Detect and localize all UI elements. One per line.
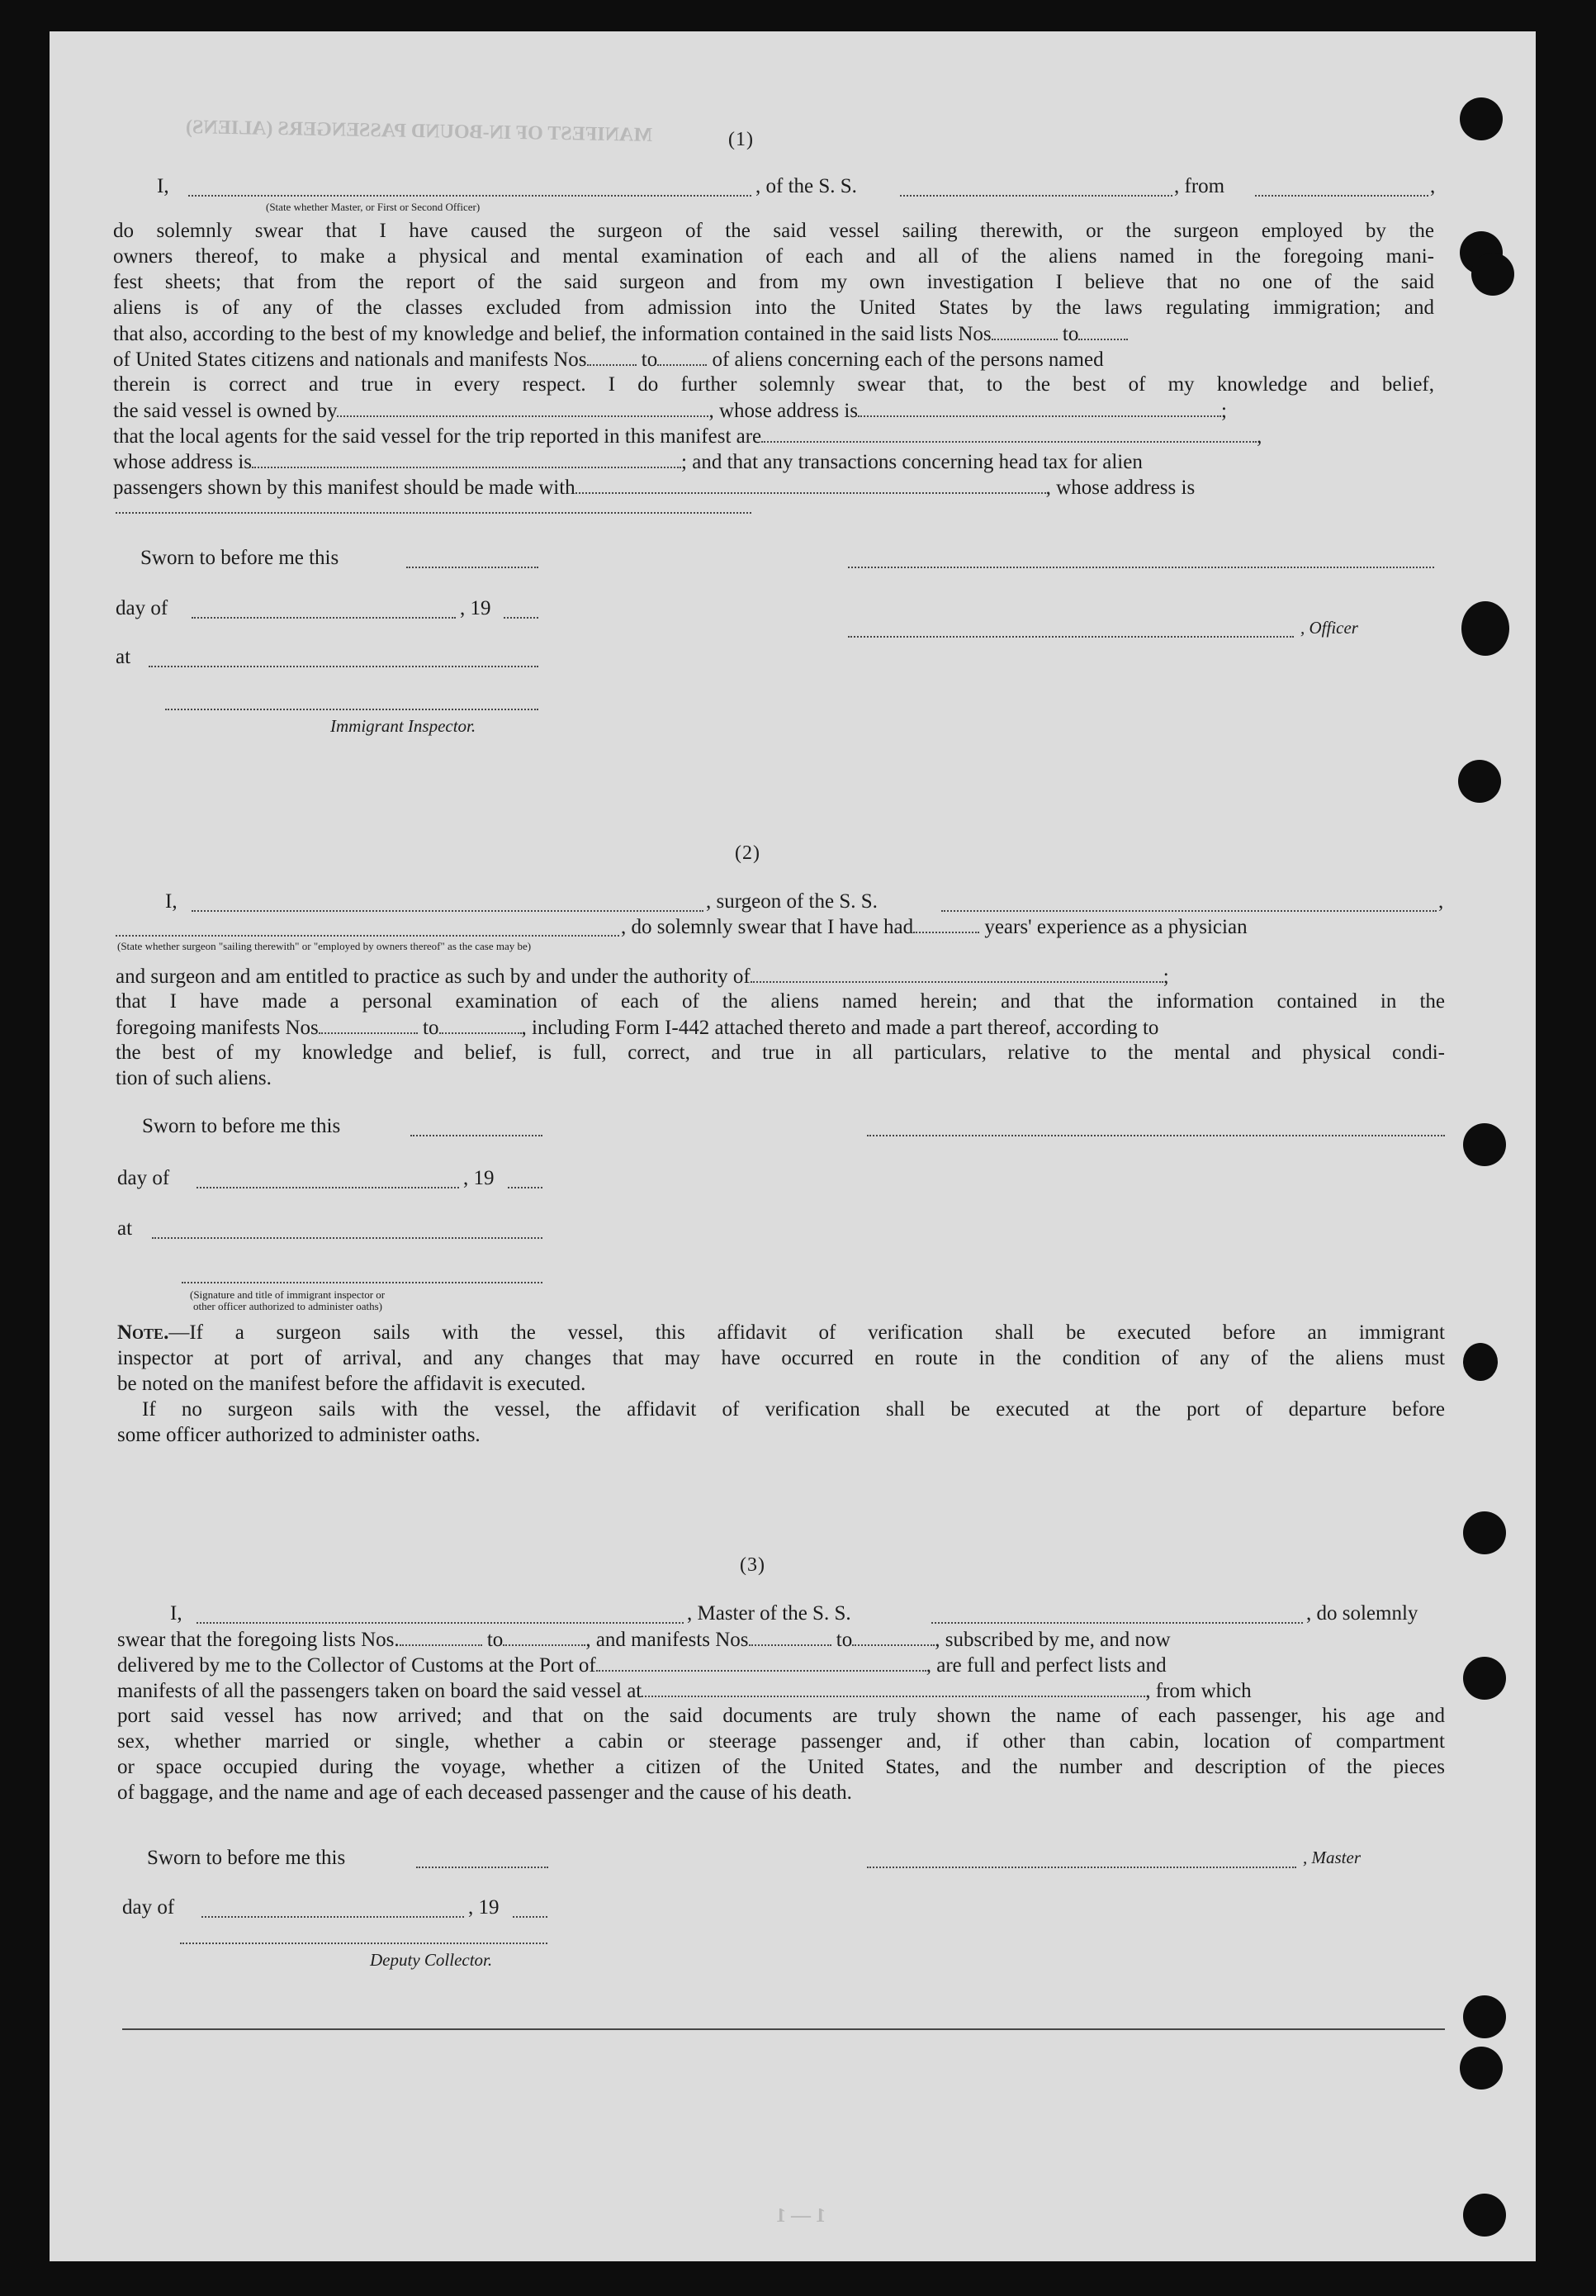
s3-paragraph-line-7: of baggage, and the name and age of each deceased passenger and the cause of his death.: [117, 1781, 852, 1804]
s2-line-end: ,: [1438, 890, 1444, 913]
s2-at-place-field[interactable]: [152, 1237, 542, 1239]
punch-hole-icon: [1460, 97, 1503, 140]
s1-vessel-name-field[interactable]: [900, 195, 1172, 197]
s3-paragraph-line-4: port said vessel has now arrived; and that on the said documents are truly shown the name of each passenger, his age and: [117, 1705, 1445, 1727]
s2-year-label: , 19: [463, 1167, 495, 1189]
s1-paragraph-line-11: passengers shown by this manifest should be made with , whose address is: [113, 474, 1195, 500]
s3-master-name-field[interactable]: [197, 1622, 684, 1624]
s1-month-field[interactable]: [192, 617, 456, 619]
s1-inspector-signature-field[interactable]: [165, 709, 538, 710]
form-page: [50, 31, 1536, 2261]
section-3-number: (3): [740, 1554, 765, 1576]
bottom-rule: [122, 2028, 1445, 2030]
s2-paragraph-line-3: foregoing manifests Nos to , including Form I-442 attached thereto and made a part thereof, according to: [116, 1014, 1158, 1041]
s3-month-field[interactable]: [201, 1916, 464, 1918]
s3-paragraph-line-1: swear that the foregoing lists Nos. to , and manifests Nos to , subscribed by me, and now: [117, 1626, 1171, 1653]
punch-hole-icon: [1461, 601, 1509, 656]
s1-sworn-label: Sworn to before me this: [140, 547, 339, 569]
s1-at-label: at: [116, 646, 131, 668]
s1-agent-address-field[interactable]: [116, 512, 751, 514]
s1-paragraph-line-8: the said vessel is owned by , whose address is ;: [113, 397, 1227, 424]
s2-line-i: I,: [165, 890, 178, 913]
s3-day-of-label: day of: [122, 1896, 175, 1919]
s2-year-field[interactable]: [508, 1187, 542, 1188]
s3-year-field[interactable]: [513, 1916, 547, 1918]
s1-day-of-label: day of: [116, 597, 168, 619]
punch-hole-icon: [1463, 1657, 1506, 1700]
punch-hole-icon: [1463, 1511, 1506, 1554]
s1-line-i: I,: [157, 175, 169, 197]
section-1-number: (1): [728, 129, 754, 150]
s3-sworn-date-field[interactable]: [416, 1867, 548, 1868]
s2-sworn-label: Sworn to before me this: [142, 1115, 341, 1137]
s3-line-i: I,: [170, 1602, 182, 1625]
s2-surgeon-name-field[interactable]: [192, 910, 703, 912]
s1-paragraph-line-4: aliens is of any of the classes excluded from admission into the United States by the laws regulating immigration; and: [113, 296, 1434, 319]
punch-hole-icon: [1458, 760, 1501, 803]
s2-day-of-label: day of: [117, 1167, 170, 1189]
s3-deputy-label: Deputy Collector.: [370, 1950, 493, 1970]
s2-signature-hint-2: other officer authorized to administer oaths): [193, 1300, 382, 1312]
s2-inspector-signature-field[interactable]: [182, 1282, 542, 1283]
s1-paragraph-line-7: therein is correct and true in every respect. I do further solemnly swear that, to the best of my knowledge and belief,: [113, 373, 1434, 396]
s3-paragraph-line-6: or space occupied during the voyage, whether a citizen of the United States, and the number and description of the pieces: [117, 1756, 1445, 1778]
punch-hole-icon: [1463, 1343, 1498, 1381]
s1-paragraph-line-9: that the local agents for the said vessel for the trip reported in this manifest are ,: [113, 423, 1262, 449]
s1-year-label: , 19: [460, 597, 491, 619]
s1-paragraph-line-3: fest sheets; that from the report of the said surgeon and from my own investigation I believe that no one of the said: [113, 271, 1434, 293]
s1-at-place-field[interactable]: [149, 666, 538, 667]
s1-from-port-field[interactable]: [1255, 195, 1428, 197]
s2-sailing-type-hint: (State whether surgeon "sailing therewith" or "employed by owners thereof" as the case may be): [117, 940, 532, 952]
s1-line-of-ss: , of the S. S.: [755, 175, 857, 197]
s1-inspector-label: Immigrant Inspector.: [330, 716, 476, 736]
s1-paragraph-line-1: do solemnly swear that I have caused the surgeon of the said vessel sailing therewith, or the surgeon employed by the: [113, 220, 1434, 242]
s1-officer-signature-field[interactable]: [848, 636, 1294, 638]
bleed-through-header: MANIFEST OF IN-BOUND PASSENGERS (ALIENS): [185, 116, 653, 146]
punch-hole-icon: [1471, 253, 1514, 296]
s2-note-line-5: some officer authorized to administer oaths.: [117, 1424, 481, 1446]
s2-sworn-date-field[interactable]: [410, 1135, 542, 1136]
s2-vessel-name-field[interactable]: [941, 910, 1437, 912]
s2-note-line-1: Note.—If a surgeon sails with the vessel, this affidavit of verification shall be executed before an immigrant: [117, 1321, 1445, 1344]
bleed-through-footer: 1 — 1: [776, 2205, 826, 2227]
s2-surgeon-signature-field[interactable]: [867, 1135, 1445, 1136]
s3-master-label: , Master: [1303, 1848, 1361, 1867]
s2-month-field[interactable]: [197, 1187, 459, 1188]
s2-signature-hint-1: (Signature and title of immigrant inspector or: [190, 1288, 386, 1301]
s2-note-line-2: inspector at port of arrival, and any changes that may have occurred en route in the condition of any of the aliens must: [117, 1347, 1445, 1369]
s1-year-field[interactable]: [504, 617, 538, 619]
s3-line-master: , Master of the S. S.: [687, 1602, 851, 1625]
s2-note-line-4: If no surgeon sails with the vessel, the affidavit of verification shall be executed at the port of departure before: [142, 1398, 1445, 1421]
s2-at-label: at: [117, 1217, 133, 1240]
s2-swear-experience: , do solemnly swear that I have had years' experience as a physician: [621, 913, 1248, 940]
s3-deputy-signature-field[interactable]: [180, 1943, 547, 1944]
s1-paragraph-line-5: that also, according to the best of my knowledge and belief, the information contained in the said lists Nos to: [113, 320, 1128, 347]
s3-master-signature-field[interactable]: [867, 1867, 1296, 1868]
s3-vessel-name-field[interactable]: [931, 1622, 1303, 1624]
s3-line-end: , do solemnly: [1306, 1602, 1418, 1625]
s3-paragraph-line-2: delivered by me to the Collector of Customs at the Port of , are full and perfect lists and: [117, 1652, 1167, 1678]
punch-hole-icon: [1463, 1995, 1506, 2038]
s1-paragraph-line-10: whose address is ; and that any transactions concerning head tax for alien: [113, 448, 1143, 475]
s1-line-end: ,: [1430, 175, 1436, 197]
s2-sailing-type-field[interactable]: [116, 935, 619, 937]
note-label: Note.: [117, 1321, 169, 1344]
s1-officer-label: , Officer: [1300, 618, 1358, 638]
s1-paragraph-line-6: of United States citizens and nationals and manifests Nos to of aliens concerning each of the persons named: [113, 346, 1104, 372]
s3-sworn-label: Sworn to before me this: [147, 1847, 346, 1869]
s1-sworn-date-field[interactable]: [406, 567, 538, 568]
s2-paragraph-line-4: the best of my knowledge and belief, is full, correct, and true in all particulars, relative to the mental and physical condi-: [116, 1041, 1445, 1064]
s3-year-label: , 19: [468, 1896, 500, 1919]
s1-officer-rank-hint: (State whether Master, or First or Second Officer): [266, 201, 481, 213]
s2-paragraph-line-2: that I have made a personal examination of each of the aliens named herein; and that the information contained in the: [116, 990, 1445, 1013]
s2-note-line-3: be noted on the manifest before the affidavit is executed.: [117, 1373, 586, 1395]
s1-signature-top-field[interactable]: [848, 567, 1434, 568]
s1-officer-name-field[interactable]: [188, 195, 751, 197]
section-2-number: (2): [735, 842, 760, 864]
punch-hole-icon: [1460, 2047, 1503, 2090]
punch-hole-icon: [1463, 2194, 1506, 2237]
s3-paragraph-line-3: manifests of all the passengers taken on board the said vessel at , from which: [117, 1677, 1252, 1704]
s1-paragraph-line-2: owners thereof, to make a physical and mental examination of each and all of the aliens named in the foregoing mani-: [113, 245, 1434, 268]
s2-paragraph-line-5: tion of such aliens.: [116, 1067, 272, 1089]
s3-paragraph-line-5: sex, whether married or single, whether a cabin or steerage passenger and, if other than cabin, location of compartment: [117, 1730, 1445, 1753]
s1-line-from: , from: [1174, 175, 1225, 197]
punch-hole-icon: [1463, 1123, 1506, 1166]
s2-paragraph-line-1: and surgeon and am entitled to practice as such by and under the authority of ;: [116, 963, 1169, 989]
s2-line-surgeon: , surgeon of the S. S.: [706, 890, 878, 913]
